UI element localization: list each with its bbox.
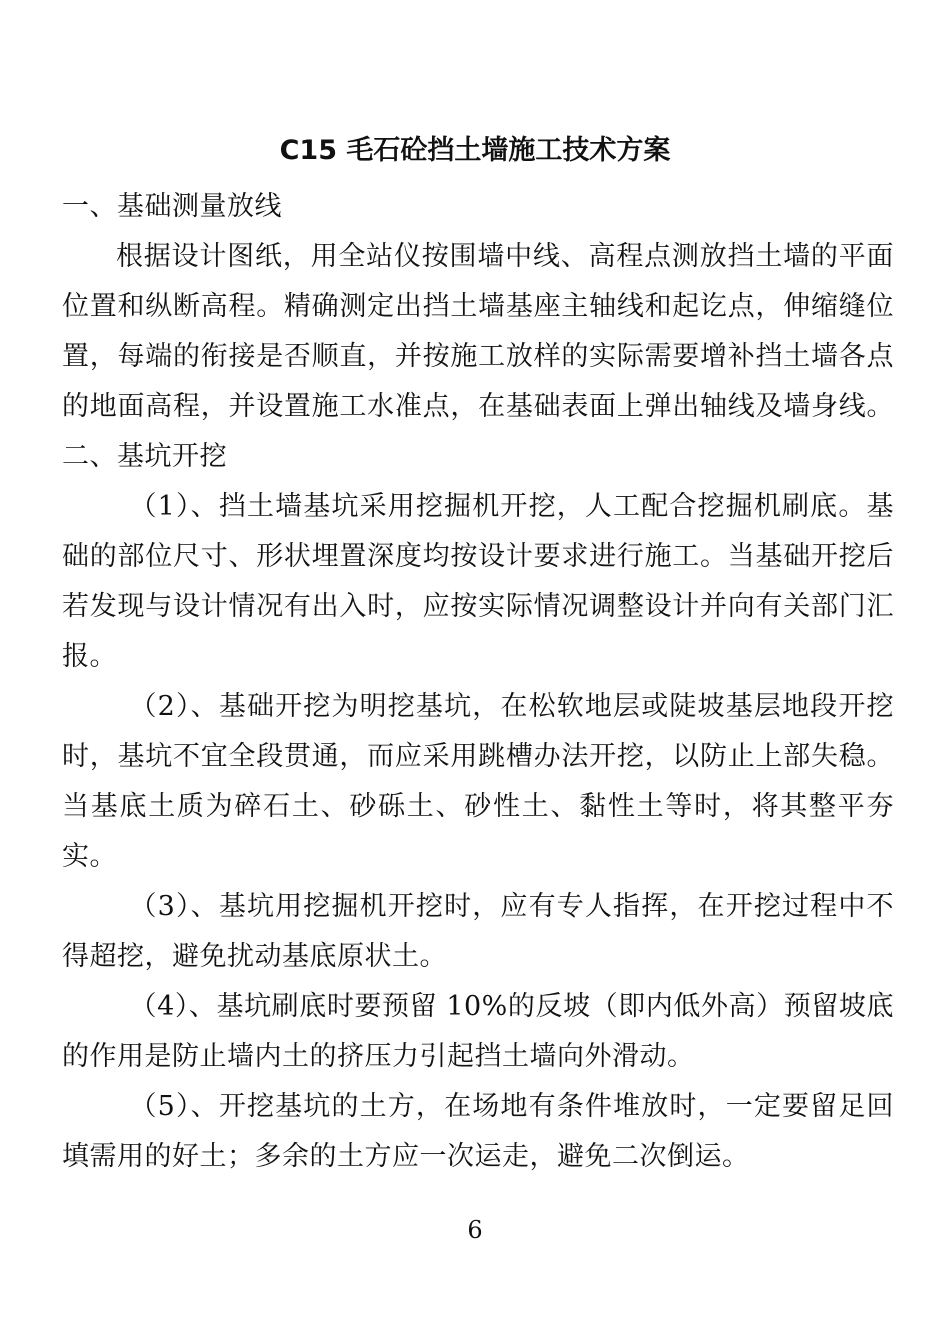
section-paragraph: 根据设计图纸，用全站仪按围墙中线、高程点测放挡土墙的平面位置和纵断高程。精确测定出挡土墙基座主轴线和起讫点，伸缩缝位置，每端的衔接是否顺直，并按施工放样的实际需要增补挡土墙各点的地面高程，并设置施工水准点，在基础表面上弹出轴线及墙身线。二、基坑开挖: [62, 241, 894, 472]
page-number: 6: [467, 1216, 483, 1244]
document-body: [62, 182, 894, 1182]
list-item: （3）、基坑用挖掘机开挖时，应有专人指挥，在开挖过程中不得超挖，避免扰动基底原状土。: [62, 891, 894, 972]
section-heading: 一、基础测量放线: [62, 191, 282, 222]
list-item: （1）、挡土墙基坑采用挖掘机开挖，人工配合挖掘机刷底。基础的部位尺寸、形状埋置深度均按设计要求进行施工。当基础开挖后若发现与设计情况有出入时，应按实际情况调整设计并向有关部门汇报。: [62, 491, 894, 672]
list-item: （4）、基坑刷底时要预留 10%的反坡（即内低外高）预留坡底的作用是防止墙内土的挤压力引起挡土墙向外滑动。: [62, 991, 894, 1072]
list-item: （5）、开挖基坑的土方，在场地有条件堆放时，一定要留足回填需用的好土；多余的土方应一次运走，避免二次倒运。: [62, 1091, 894, 1172]
list-item: （2）、基础开挖为明挖基坑，在松软地层或陡坡基层地段开挖时，基坑不宜全段贯通，而应采用跳槽办法开挖，以防止上部失稳。当基底土质为碎石土、砂砾土、砂性土、黏性土等时，将其整平夯实。: [62, 691, 894, 872]
document-title: C15 毛石砼挡土墙施工技术方案: [279, 135, 671, 166]
